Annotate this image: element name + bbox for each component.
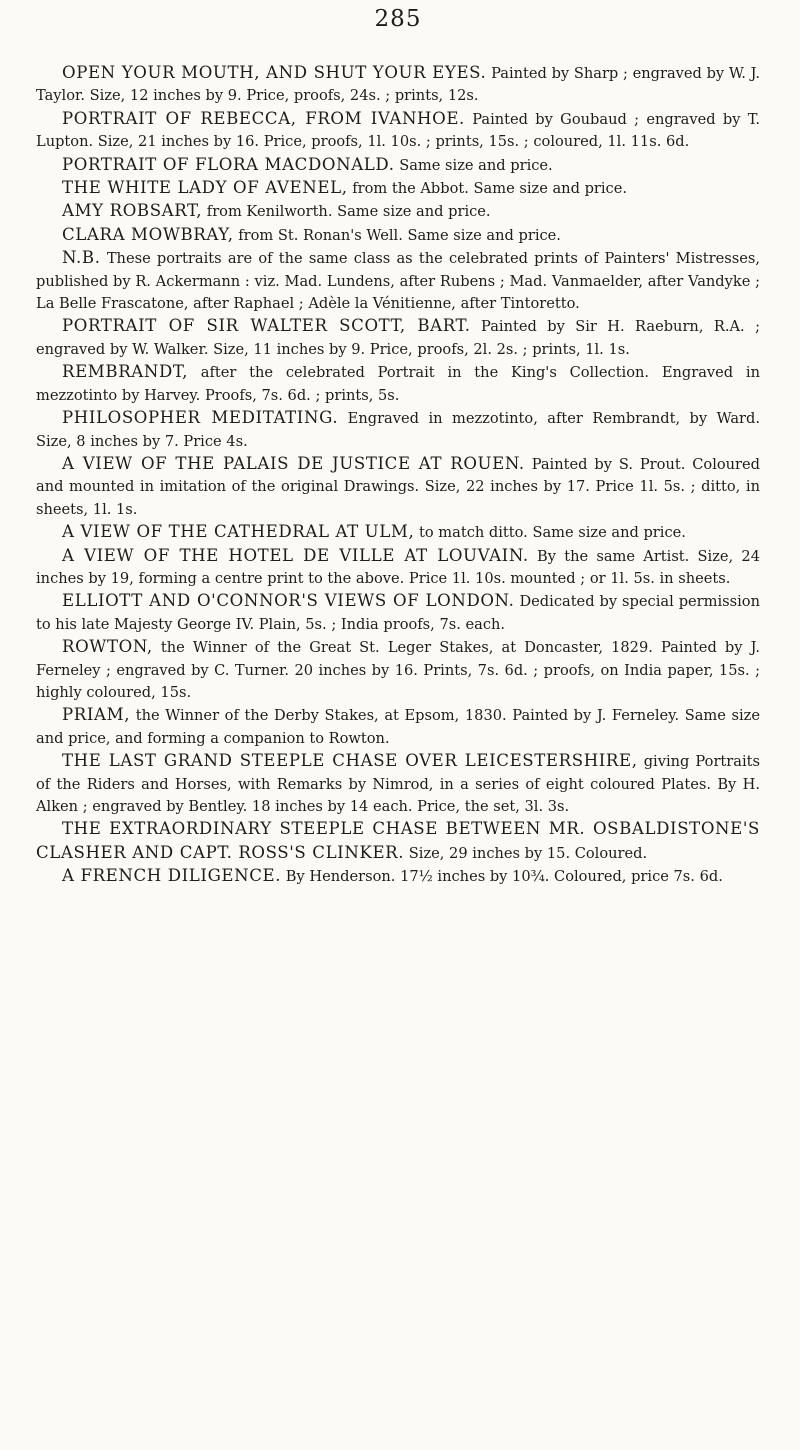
catalogue-entry <box>36 453 760 521</box>
entry-text: the Winner of the Derby Stakes, at Epsom, 1830. Painted by J. Ferneley. Same size and price, and forming a companion to Rowton. <box>36 707 760 747</box>
entry-title: CLARA MOWBRAY, <box>62 224 234 244</box>
catalogue-entry <box>36 407 760 453</box>
entry-title: ELLIOTT AND O'CONNOR'S VIEWS OF LONDON. <box>62 591 515 611</box>
catalogue-entry <box>36 750 760 818</box>
catalogue-entries <box>36 62 760 889</box>
catalogue-entry <box>36 818 760 865</box>
catalogue-entry <box>36 224 760 247</box>
entry-text: giving Portraits of the Riders and Horses, with Remarks by Nimrod, in a series of eight coloured Plates. By H. Alken ; engraved by Bentley. 18 inches by 14 each. Price, the set, 3l. 3s. <box>36 753 760 815</box>
entry-text: to match ditto. Same size and price. <box>414 524 686 542</box>
catalogue-entry <box>36 108 760 154</box>
entry-text: from Kenilworth. Same size and price. <box>202 203 491 221</box>
entry-text: Engraved in mezzotinto, after Rembrandt, by Ward. Size, 8 inches by 7. Price 4s. <box>36 410 760 450</box>
entry-title: A FRENCH DILIGENCE. <box>62 866 282 886</box>
entry-title: PORTRAIT OF SIR WALTER SCOTT, BART. <box>62 316 471 336</box>
entry-title: PHILOSOPHER MEDITATING. <box>62 408 339 428</box>
entry-title: PRIAM, <box>62 705 131 725</box>
entry-title: A VIEW OF THE HOTEL DE VILLE AT LOUVAIN. <box>62 545 529 565</box>
entry-title: PORTRAIT OF FLORA MACDONALD. <box>62 154 395 174</box>
catalogue-entry <box>36 521 760 544</box>
catalogue-entry <box>36 200 760 223</box>
entry-text: Painted by Goubaud ; engraved by T. Lupton. Size, 21 inches by 16. Price, proofs, 1l. 10s. ; prints, 15s. ; coloured, 1l. 11s. 6d. <box>36 110 760 151</box>
entry-text: By Henderson. 17½ inches by 10¾. Coloured, price 7s. 6d. <box>281 868 723 886</box>
entry-title: A VIEW OF THE PALAIS DE JUSTICE AT ROUEN. <box>62 453 525 473</box>
catalogue-entry <box>36 545 760 591</box>
entry-title: A VIEW OF THE CATHEDRAL AT ULM, <box>62 522 415 542</box>
entry-title: REMBRANDT, <box>62 362 188 382</box>
page-number: 285 <box>374 6 422 32</box>
entry-text: from St. Ronan's Well. Same size and price. <box>233 226 561 244</box>
catalogue-entry <box>36 62 760 108</box>
entry-text: Painted by Sharp ; engraved by W. J. Taylor. Size, 12 inches by 9. Price, proofs, 24s. ; prints, 12s. <box>36 65 760 105</box>
entry-text: By the same Artist. Size, 24 inches by 19, forming a centre print to the above. Price 1l. 10s. mounted ; or 1l. 5s. in sheets. <box>36 547 761 587</box>
entry-text: Painted by S. Prout. Coloured and mounted in imitation of the original Drawings. Size, 22 inches by 17. Price 1l. 5s. ; ditto, in sheets, 1l. 1s. <box>36 455 760 518</box>
catalogue-entry <box>36 865 760 888</box>
entry-title: THE EXTRAORDINARY STEEPLE CHASE BETWEEN MR. OSBALDISTONE'S CLASHER AND CAPT. ROSS'S CLINKER. <box>36 819 760 862</box>
entry-text: after the celebrated Portrait in the King's Collection. Engraved in mezzotinto by Harvey. Proofs, 7s. 6d. ; prints, 5s. <box>36 364 760 404</box>
catalogue-entry <box>36 247 760 315</box>
catalogue-entry <box>36 636 760 704</box>
entry-text: Same size and price. <box>394 156 553 174</box>
entry-text: Painted by Sir H. Raeburn, R.A. ; engraved by W. Walker. Size, 11 inches by 9. Price, proofs, 2l. 2s. ; prints, 1l. 1s. <box>36 318 760 358</box>
entry-title: OPEN YOUR MOUTH, AND SHUT YOUR EYES. <box>62 63 487 82</box>
catalogue-entry <box>36 361 760 407</box>
entry-text: Dedicated by special permission to his late Majesty George IV. Plain, 5s. ; India proofs, 7s. each. <box>36 593 760 633</box>
catalogue-entry <box>36 590 760 636</box>
entry-title: ROWTON, <box>62 637 153 657</box>
catalogue-entry <box>36 177 760 200</box>
entry-title: PORTRAIT OF REBECCA, FROM IVANHOE. <box>62 108 465 128</box>
entry-text: Size, 29 inches by 15. Coloured. <box>404 844 648 862</box>
entry-title: THE LAST GRAND STEEPLE CHASE OVER LEICESTERSHIRE, <box>62 751 638 771</box>
catalogue-entry <box>36 704 760 750</box>
entry-text: from the Abbot. Same size and price. <box>347 180 627 198</box>
catalogue-entry <box>36 315 760 361</box>
entry-title: N.B. <box>62 248 101 268</box>
catalogue-entry <box>36 154 760 177</box>
entry-text: These portraits are of the same class as the celebrated prints of Painters' Mistresses, published by R. Ackermann : viz. Mad. Lundens, after Rubens ; Mad. Vanmaelder, after Vandyke ; La Belle Frascatone, after Raphael ; Adèle la Vénitienne, after Tintoretto. <box>36 250 760 313</box>
entry-title: THE WHITE LADY OF AVENEL, <box>62 178 348 198</box>
entry-title: AMY ROBSART, <box>62 201 203 221</box>
entry-text: the Winner of the Great St. Leger Stakes, at Doncaster, 1829. Painted by J. Ferneley ; engraved by C. Turner. 20 inches by 16. Prints, 7s. 6d. ; proofs, on India paper, 15s. ; highly coloured, 15s. <box>36 639 760 701</box>
